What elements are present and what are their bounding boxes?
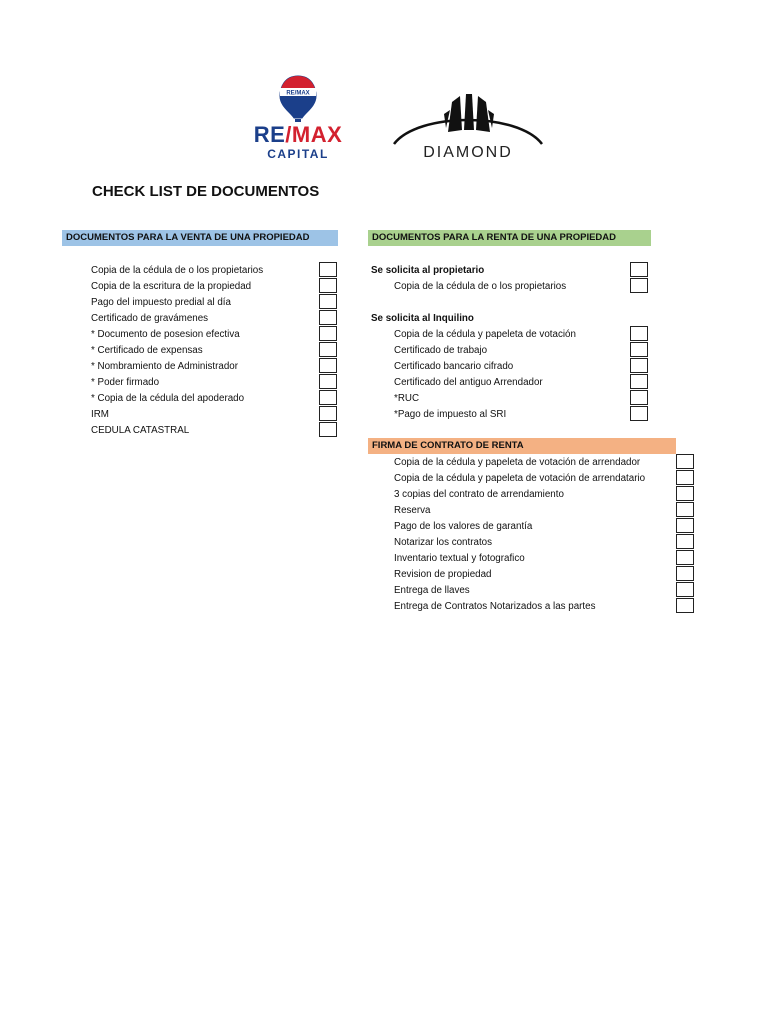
checkbox[interactable] [676, 486, 694, 501]
list-item: CEDULA CATASTRAL [91, 425, 190, 436]
list-item: Revision de propiedad [394, 569, 492, 580]
list-item: Copia de la escritura de la propiedad [91, 281, 252, 292]
venta-list [91, 263, 263, 439]
remax-balloon-icon [250, 72, 346, 122]
checkbox[interactable] [676, 534, 694, 549]
remax-slash: / [285, 122, 292, 147]
diamond-crown-icon [388, 92, 548, 148]
list-item: Copia de la cédula y papeleta de votación de arrendador [394, 457, 641, 468]
list-item: Certificado de gravámenes [91, 313, 209, 324]
checkbox[interactable] [630, 390, 648, 405]
checkbox[interactable] [630, 406, 648, 421]
remax-capital-logo [250, 72, 346, 164]
list-item: Pago de los valores de garantía [394, 521, 533, 532]
inquilino-label: Se solicita al Inquilino [371, 313, 474, 324]
list-item: * Documento de posesion efectiva [91, 329, 240, 340]
diamond-wordmark: DIAMOND [423, 144, 513, 161]
list-item: Copia de la cédula y papeleta de votación de arrendatario [394, 473, 646, 484]
list-item: Pago del impuesto predial al día [91, 297, 231, 308]
list-item: Copia de la cédula de o los propietarios [91, 265, 264, 276]
checkbox[interactable] [319, 422, 337, 437]
checkbox[interactable] [319, 310, 337, 325]
propietario-label: Se solicita al propietario [371, 265, 485, 276]
remax-subtitle: CAPITAL [267, 147, 329, 161]
list-item: Entrega de llaves [394, 585, 470, 596]
remax-wordmark [250, 122, 346, 148]
checkbox[interactable] [630, 342, 648, 357]
inquilino-list [394, 327, 576, 423]
venta-header: DOCUMENTOS PARA LA VENTA DE UNA PROPIEDAD [62, 230, 338, 246]
checkbox[interactable] [319, 294, 337, 309]
firma-list [394, 455, 645, 615]
checkbox[interactable] [630, 374, 648, 389]
list-item: Copia de la cédula de o los propietarios [394, 281, 567, 292]
checkbox[interactable] [676, 518, 694, 533]
checkbox[interactable] [676, 502, 694, 517]
checkbox[interactable] [630, 326, 648, 341]
venta-checkboxes [319, 262, 337, 437]
list-item: IRM [91, 409, 109, 420]
checkbox[interactable] [676, 550, 694, 565]
checkbox[interactable] [319, 326, 337, 341]
checkbox[interactable] [630, 358, 648, 373]
diamond-logo [388, 92, 548, 164]
checkbox[interactable] [676, 454, 694, 469]
checkbox[interactable] [676, 582, 694, 597]
list-item: * Nombramiento de Administrador [91, 361, 239, 372]
propietario-checkboxes [630, 262, 648, 293]
remax-suffix: MAX [291, 122, 343, 147]
list-item: * Copia de la cédula del apoderado [91, 393, 245, 404]
checkbox[interactable] [319, 390, 337, 405]
list-item: *Pago de impuesto al SRI [394, 409, 507, 420]
checkbox[interactable] [630, 278, 648, 293]
list-item: * Certificado de expensas [91, 345, 203, 356]
balloon-label: RE/MAX [286, 90, 310, 97]
checkbox[interactable] [319, 278, 337, 293]
checkbox[interactable] [319, 374, 337, 389]
list-item: Certificado del antiguo Arrendador [394, 377, 543, 388]
list-item: * Poder firmado [91, 377, 160, 388]
checkbox[interactable] [630, 262, 648, 277]
firma-header: FIRMA DE CONTRATO DE RENTA [368, 438, 676, 454]
checkbox[interactable] [676, 566, 694, 581]
checkbox[interactable] [319, 342, 337, 357]
list-item: 3 copias del contrato de arrendamiento [394, 489, 564, 500]
renta-header: DOCUMENTOS PARA LA RENTA DE UNA PROPIEDAD [368, 230, 651, 246]
checkbox[interactable] [319, 262, 337, 277]
checkbox[interactable] [676, 470, 694, 485]
list-item: Inventario textual y fotografico [394, 553, 525, 564]
remax-prefix: RE [253, 122, 286, 147]
list-item: Certificado de trabajo [394, 345, 488, 356]
list-item: Copia de la cédula y papeleta de votación [394, 329, 576, 340]
list-item: Entrega de Contratos Notarizados a las partes [394, 601, 596, 612]
firma-checkboxes [676, 454, 694, 613]
inquilino-checkboxes [630, 326, 648, 421]
list-item: *RUC [394, 393, 420, 404]
list-item: Certificado bancario cifrado [394, 361, 514, 372]
checkbox[interactable] [319, 358, 337, 373]
checkbox[interactable] [319, 406, 337, 421]
list-item: Notarizar los contratos [394, 537, 493, 548]
page-title: CHECK LIST DE DOCUMENTOS [92, 183, 320, 200]
checkbox[interactable] [676, 598, 694, 613]
list-item: Reserva [394, 505, 431, 516]
